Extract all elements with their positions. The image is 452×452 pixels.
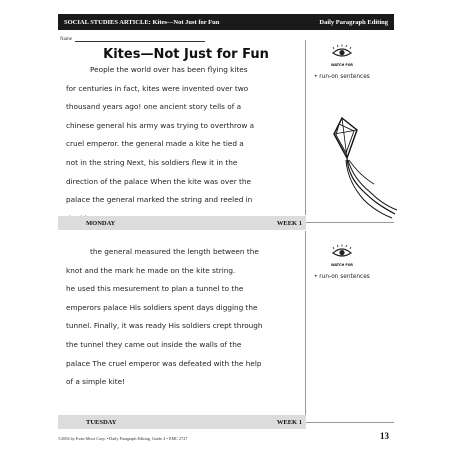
skill-item: • run-on sentences [314, 274, 370, 280]
eye-icon [330, 44, 354, 64]
paragraph-line: for centuries in fact, kites were invented over two [66, 83, 249, 93]
paragraph-line: thousand years ago! one ancient story tells of a [66, 102, 242, 112]
margin-divider [305, 231, 306, 416]
paragraph-line: the general measured the length between the [90, 247, 259, 256]
week-label: WEEK 1 [276, 219, 302, 227]
header-article-title: SOCIAL STUDIES ARTICLE: Kites—Not Just for Fun [64, 18, 220, 26]
paragraph-line: palace The cruel emperor was defeated with the help [66, 358, 262, 368]
paragraph-line: palace the general marked the string and reeled in [66, 195, 253, 205]
day-label: MONDAY [86, 219, 116, 227]
article-title: Kites—Not Just for Fun [103, 47, 269, 62]
name-rule [75, 36, 205, 42]
watch-for-label: WATCH FOR [331, 263, 353, 267]
header-book-title: Daily Paragraph Editing [319, 18, 388, 26]
paragraph-line: not in the string Next, his soldiers flew it in the [66, 157, 238, 167]
paragraph-line: chinese general his army was trying to overthrow a [66, 120, 255, 130]
kite-illustration [300, 110, 400, 220]
paragraph-line: he used this mesurement to plan a tunnel to the [66, 284, 244, 294]
paragraph-line: the tunnel they came out inside the walls of the [66, 339, 242, 349]
name-label: Name [60, 37, 72, 42]
paragraph-line: emperors palace His soldiers spent days digging the [66, 302, 258, 312]
page-number: 13 [380, 431, 389, 441]
skill-item: • run-on sentences [314, 74, 370, 80]
section-separator [306, 422, 394, 423]
watch-for-label: WATCH FOR [331, 63, 353, 67]
paragraph-line: People the world over has been flying kites [90, 65, 248, 74]
day-label: TUESDAY [86, 418, 117, 426]
eye-icon [330, 244, 354, 264]
monday-paragraph [66, 61, 306, 228]
copyright-text: ©2004 by Evan-Moor Corp. • Daily Paragraph Editing, Grade 4 • EMC 2727 [58, 436, 188, 441]
name-field[interactable] [60, 36, 205, 42]
paragraph-line: of a simple kite! [66, 377, 126, 387]
paragraph-line: knot and the mark he made on the kite string. [66, 265, 236, 275]
paragraph-line: tunnel. Finally, it was ready His soldiers crept through [66, 321, 263, 331]
tuesday-bar [58, 415, 306, 429]
page-header [58, 14, 394, 30]
monday-bar [58, 216, 306, 230]
paragraph-line: cruel emperor. the general made a kite he tied a [66, 139, 244, 149]
paragraph-line: direction of the palace When the kite was over the [66, 176, 251, 186]
week-label: WEEK 1 [276, 418, 302, 426]
tuesday-paragraph [66, 243, 306, 392]
section-separator [306, 222, 394, 223]
